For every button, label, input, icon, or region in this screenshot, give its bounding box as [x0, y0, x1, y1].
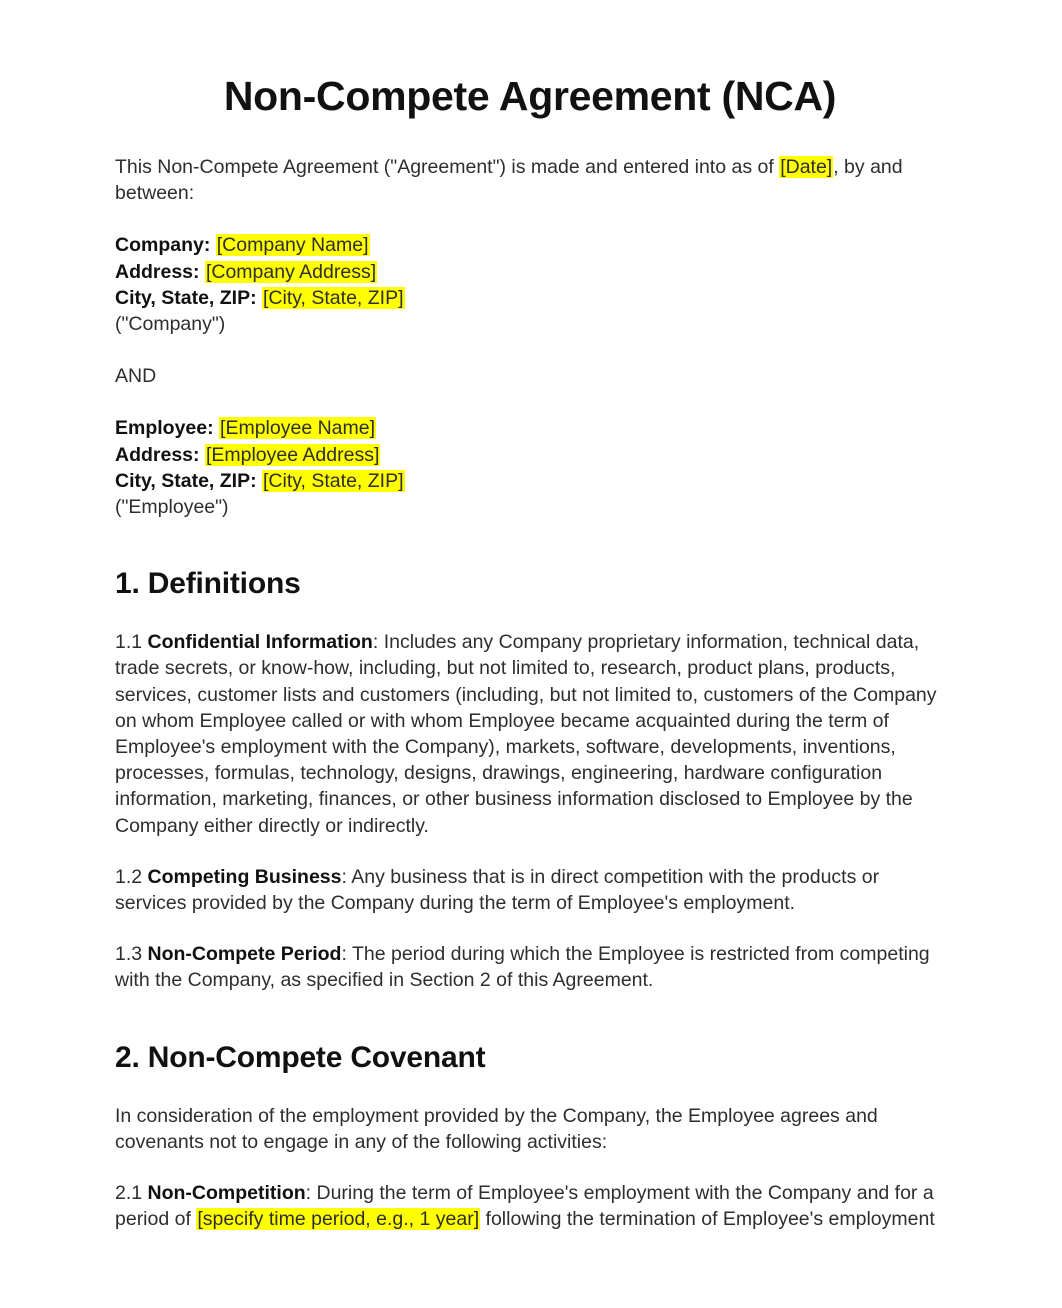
company-address-value: [Company Address] — [205, 260, 377, 283]
employee-name-value: [Employee Name] — [220, 417, 376, 440]
employee-party-block — [115, 415, 945, 520]
document-title: Non-Compete Agreement (NCA) — [223, 73, 837, 119]
section-2-heading: 2. Non-Compete Covenant — [115, 1040, 486, 1074]
clause-2-1-body-before: : During the term of Employee's employment with the Company and for a period of — [115, 1181, 934, 1231]
clause-1-1-number: 1.1 — [115, 631, 148, 654]
clause-1-1 — [115, 629, 945, 839]
section-1-heading: 1. Definitions — [115, 567, 301, 601]
party-conjunction: AND — [115, 365, 157, 388]
clause-1-3-number: 1.3 — [115, 943, 148, 966]
company-name-value: [Company Name] — [216, 234, 369, 257]
clause-1-3-body: : The period during which the Employee is restricted from competing with the Company, as specified in Section 2 of this Agreement. — [115, 943, 930, 992]
company-party-block — [115, 232, 945, 337]
company-name-label: Company: — [115, 234, 211, 257]
company-name-line — [115, 234, 370, 256]
employee-city-line — [115, 470, 405, 492]
clause-1-2-number: 1.2 — [115, 865, 148, 888]
company-address-label: Address: — [115, 260, 200, 283]
clause-1-2 — [115, 864, 945, 916]
clause-2-1-number: 2.1 — [115, 1181, 148, 1204]
section-2-intro: In consideration of the employment provided by the Company, the Employee agrees and covenants not to engage in any of the following activities: — [115, 1104, 878, 1153]
time-period-placeholder-highlight: [specify time period, e.g., 1 year] — [197, 1208, 480, 1231]
clause-2-1 — [115, 1180, 945, 1232]
clause-1-3 — [115, 941, 945, 993]
employee-defined-term: ("Employee") — [115, 495, 229, 518]
company-city-label: City, State, ZIP: — [115, 286, 257, 309]
employee-address-value: [Employee Address] — [205, 443, 380, 466]
clause-1-3-term: Non-Compete Period — [147, 943, 342, 966]
clause-1-2-term: Competing Business — [147, 865, 342, 888]
company-address-line — [115, 261, 377, 283]
clause-1-2-body: : Any business that is in direct competition with the products or services provided by the Company during the term of Employee's employment. — [115, 865, 880, 914]
clause-2-1-body-after: following the termination of Employee's employment — [480, 1208, 935, 1231]
intro-text-before-date: This Non-Compete Agreement ("Agreement") is made and entered into as of — [115, 155, 780, 178]
employee-city-value: [City, State, ZIP] — [263, 469, 404, 492]
company-defined-term: ("Company") — [115, 312, 226, 335]
company-city-line — [115, 287, 405, 309]
employee-address-label: Address: — [115, 443, 200, 466]
employee-name-line — [115, 417, 376, 439]
employee-address-line — [115, 444, 380, 466]
intro-text-after-date: , by and between: — [115, 155, 903, 205]
employee-name-label: Employee: — [115, 417, 214, 440]
clause-1-1-term: Confidential Information — [147, 631, 373, 654]
date-placeholder-highlight: [Date] — [780, 155, 833, 178]
clause-1-1-body: : Includes any Company proprietary information, technical data, trade secrets, or know-how, including, but not limited to, research, product plans, products, services, customer lists and customers (including, but not limited to, customers of the Company on whom Employee called or with whom Employee became acquainted during the term of Employee's employment with the Company), markets, software, developments, inventions, processes, formulas, technology, designs, drawings, engineering, hardware configuration information, marketing, finances, or other business information disclosed to Employee by the Company either directly or indirectly. — [115, 631, 937, 837]
intro-paragraph — [115, 154, 945, 206]
company-city-value: [City, State, ZIP] — [263, 286, 404, 309]
employee-city-label: City, State, ZIP: — [115, 469, 257, 492]
clause-2-1-term: Non-Competition — [147, 1181, 306, 1204]
